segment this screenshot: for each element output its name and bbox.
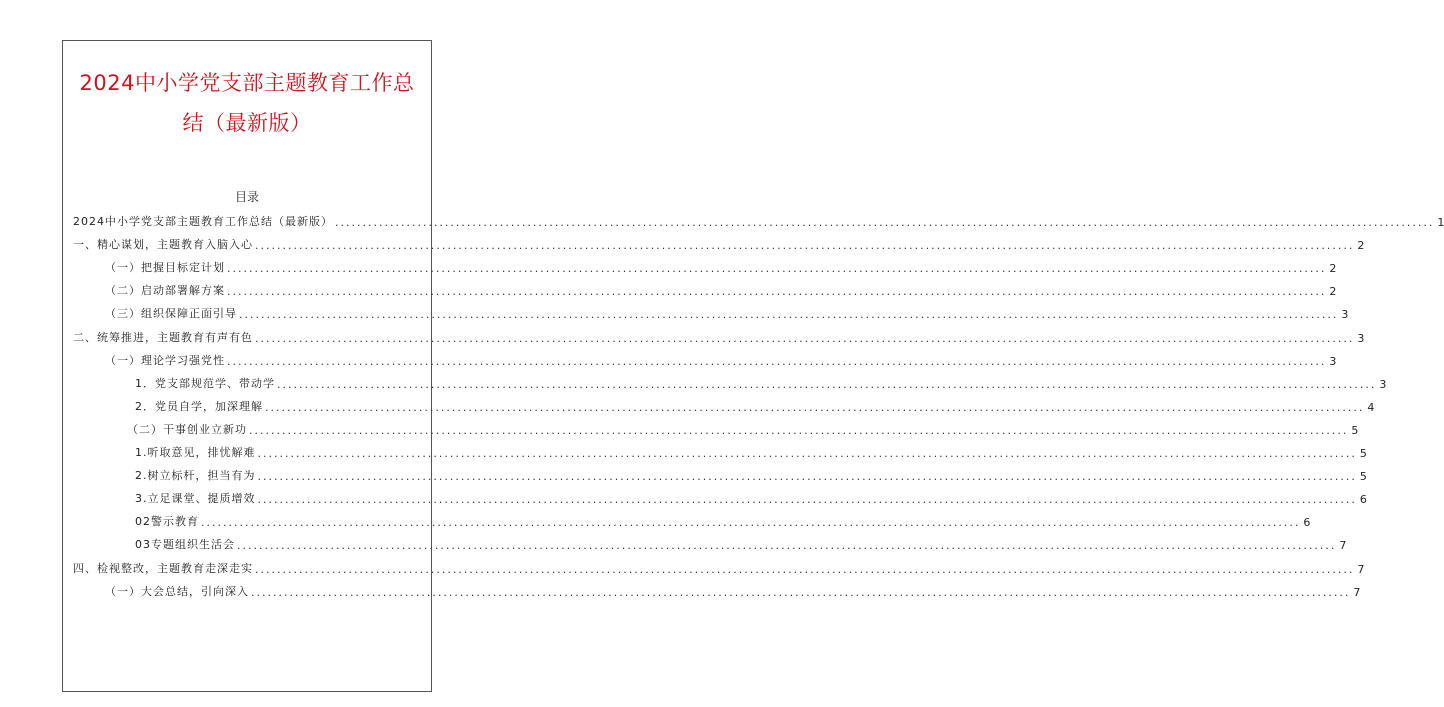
document-page [62,40,1444,692]
toc-leader-dots: ........................................................................................................................................................................................................ [257,447,1357,460]
toc-entry-text: （二）干事创业立新功 [127,422,247,436]
toc-page-number: 7 [1357,562,1365,576]
toc-leader-dots: ........................................................................................................................................................................................................ [249,423,1349,437]
toc-page-number: 1 [1437,216,1444,229]
toc-entry[interactable] [135,467,1367,484]
toc-page-number: 7 [1353,585,1361,599]
toc-leader-dots: ........................................................................................................................................................................................................ [257,493,1357,507]
toc-entry[interactable] [73,560,1365,576]
toc-entry[interactable] [73,329,1365,345]
toc-entry[interactable] [73,213,1444,229]
toc-leader-dots: ........................................................................................................................................................................................................ [257,470,1357,484]
toc-leader-dots: ........................................................................................................................................................................................................ [237,539,1337,553]
toc-entry-text: （一）大会总结，引向深入 [105,584,249,598]
toc-entry-text: 03专题组织生活会 [135,538,235,552]
toc-entry[interactable] [105,282,1337,299]
toc-entry[interactable] [135,398,1375,414]
toc-leader-dots: ........................................................................................................................................................................................................ [227,285,1327,299]
toc-entry-text: 2024中小学党支部主题教育工作总结（最新版） [73,215,333,228]
toc-entry[interactable] [105,583,1361,599]
toc-page-number: 4 [1367,400,1375,414]
toc-entry[interactable] [135,536,1347,553]
toc-entry-text: 四、检视整改，主题教育走深走实 [73,561,253,575]
toc-leader-dots: ........................................................................................................................................................................................................ [201,516,1301,530]
toc-entry-text: 1.听取意见，排忧解难 [135,446,256,459]
document-title: 2024中小学党支部主题教育工作总结（最新版） [79,71,415,135]
toc-leader-dots: ........................................................................................................................................................................................................ [335,216,1435,229]
toc-leader-dots: ........................................................................................................................................................................................................ [255,331,1355,345]
toc-leader-dots: ........................................................................................................................................................................................................ [277,377,1377,391]
toc-entry[interactable] [135,375,1387,391]
toc-entry-text: 3.立足课堂、提质增效 [135,492,256,506]
toc-leader-dots: ........................................................................................................................................................................................................ [239,308,1339,322]
toc-leader-dots: ........................................................................................................................................................................................................ [255,239,1355,253]
toc-entry[interactable] [127,421,1359,437]
toc-leader-dots: ........................................................................................................................................................................................................ [255,562,1355,576]
toc-page-number: 6 [1359,493,1367,507]
toc-entry-text: 一、精心谋划，主题教育入脑入心 [73,238,253,252]
toc-entry[interactable] [135,490,1367,507]
toc-page-number: 3 [1341,308,1349,322]
toc-entry-text: 2．党员自学，加深理解 [135,399,263,413]
toc-page-number: 3 [1357,331,1365,345]
toc-page-number: 2 [1357,239,1365,253]
toc-page-number: 5 [1359,447,1367,460]
toc-heading: 目录 [234,190,259,204]
toc-page-number: 3 [1379,377,1387,391]
toc-entry[interactable] [105,259,1337,276]
toc-entry-text: 1．党支部规范学、带动学 [135,376,275,390]
toc-leader-dots: ........................................................................................................................................................................................................ [227,262,1327,276]
toc-page-number: 3 [1329,354,1337,368]
toc-page-number: 5 [1359,470,1367,484]
toc-leader-dots: ........................................................................................................................................................................................................ [227,354,1327,368]
toc-entry[interactable] [73,236,1365,253]
toc-entry[interactable] [105,352,1337,368]
toc-entry[interactable] [135,513,1311,530]
toc-page-number: 5 [1351,423,1359,437]
toc-page-number: 7 [1339,539,1347,553]
toc-entry-text: （一）把握目标定计划 [105,261,225,275]
toc-entry[interactable] [135,444,1367,460]
toc-page-number: 2 [1329,262,1337,276]
toc-leader-dots: ........................................................................................................................................................................................................ [265,400,1365,414]
toc-entry[interactable] [105,305,1349,322]
toc-leader-dots: ........................................................................................................................................................................................................ [251,585,1351,599]
toc-entry-text: （三）组织保障正面引导 [105,307,237,321]
toc-page-number: 6 [1303,516,1311,530]
toc-entry-text: 02警示教育 [135,515,199,529]
toc-entry-text: 2.树立标杆，担当有为 [135,469,256,483]
toc-entry-text: （二）启动部署解方案 [105,284,225,298]
toc-entry-text: （一）理论学习强党性 [105,353,225,367]
toc-entry-text: 二、统筹推进，主题教育有声有色 [73,330,253,344]
toc-page-number: 2 [1329,285,1337,299]
